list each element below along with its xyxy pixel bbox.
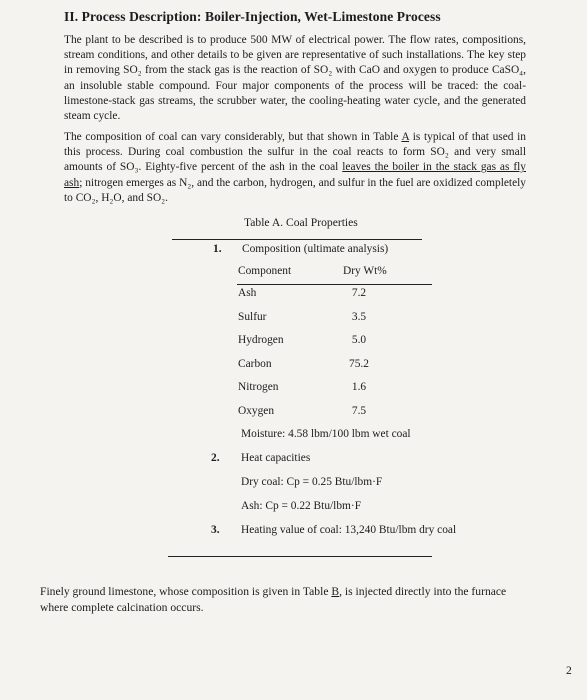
page-number: 2 — [566, 664, 572, 677]
item-number-1: 1. — [213, 243, 222, 255]
table-title: Table A. Coal Properties — [244, 216, 358, 229]
component-sulfur: Sulfur — [238, 310, 267, 323]
paragraph-process-overview: The plant to be described is to produce 500 MW of electrical power. The flow rates, compositions, stream conditions, and other details to be given are representative of such installations. The key step in removing SO₂ from the stack gas is the reaction of SO₂ with CaO and oxygen to produce CaSO₄, an insoluble stable compound. Four major components of the process will be traced: the coal-limestone-stack gas streams, the scrubber water, the cooling-heating water cycle, and the generated steam cycle. — [64, 34, 526, 123]
item-number-2: 2. — [211, 452, 220, 464]
table-a-reference: A — [401, 131, 410, 143]
paragraph-limestone — [40, 584, 518, 616]
column-header-dry-wt: Dry Wt% — [343, 265, 387, 277]
component-nitrogen: Nitrogen — [238, 381, 279, 393]
ash-cp: Ash: Cp = 0.22 Btu/lbm·F — [241, 500, 362, 512]
table-header-rule — [237, 284, 432, 285]
heat-capacities-label: Heat capacities — [241, 452, 311, 464]
composition-label: Composition (ultimate analysis) — [242, 243, 389, 255]
para2-text-2: is typical of that used in this process. During coal combustion the sulfur in the coal reacts to form SO₂ and very small amounts of SO₃. Eighty-five percent of the ash in the coal — [64, 131, 526, 174]
component-oxygen: Oxygen — [238, 404, 275, 417]
moisture-line: Moisture: 4.58 lbm/100 lbm wet coal — [241, 428, 411, 440]
component-hydrogen: Hydrogen — [238, 334, 284, 346]
component-ash: Ash — [238, 287, 257, 299]
value-oxygen: 7.5 — [351, 404, 367, 417]
para2-text-3: ; nitrogen emerges as N₂, and the carbon, hydrogen, and sulfur in the fuel are oxidized completely to CO₂, H₂O, and SO₂. — [64, 176, 526, 204]
column-header-component: Component — [238, 265, 292, 277]
item-number-3: 3. — [211, 524, 220, 536]
para2-text-1: The composition of coal can vary considerably, but that shown in Table — [64, 131, 402, 143]
value-hydrogen: 5.0 — [351, 334, 367, 346]
table-bottom-rule — [168, 556, 432, 557]
fly-ash-underlined-text: leaves the boiler in the stack gas as fly ash — [64, 161, 526, 189]
value-carbon: 75.2 — [349, 357, 369, 370]
heating-value-line: Heating value of coal: 13,240 Btu/lbm dry coal — [241, 524, 457, 536]
para3-text-2: , is injected directly into the furnace where complete calcination occurs. — [40, 585, 507, 614]
value-ash: 7.2 — [351, 287, 367, 299]
dry-coal-cp: Dry coal: Cp = 0.25 Btu/lbm·F — [241, 476, 383, 488]
table-b-reference: B — [331, 585, 340, 598]
value-nitrogen: 1.6 — [351, 381, 367, 393]
para3-text-1: Finely ground limestone, whose composition is given in Table — [40, 585, 332, 598]
value-sulfur: 3.5 — [351, 310, 367, 323]
component-carbon: Carbon — [238, 357, 272, 370]
table-top-rule — [172, 239, 422, 240]
paragraph-coal-composition — [64, 130, 526, 206]
section-heading: II. Process Description: Boiler-Injection, Wet-Limestone Process — [64, 9, 441, 24]
